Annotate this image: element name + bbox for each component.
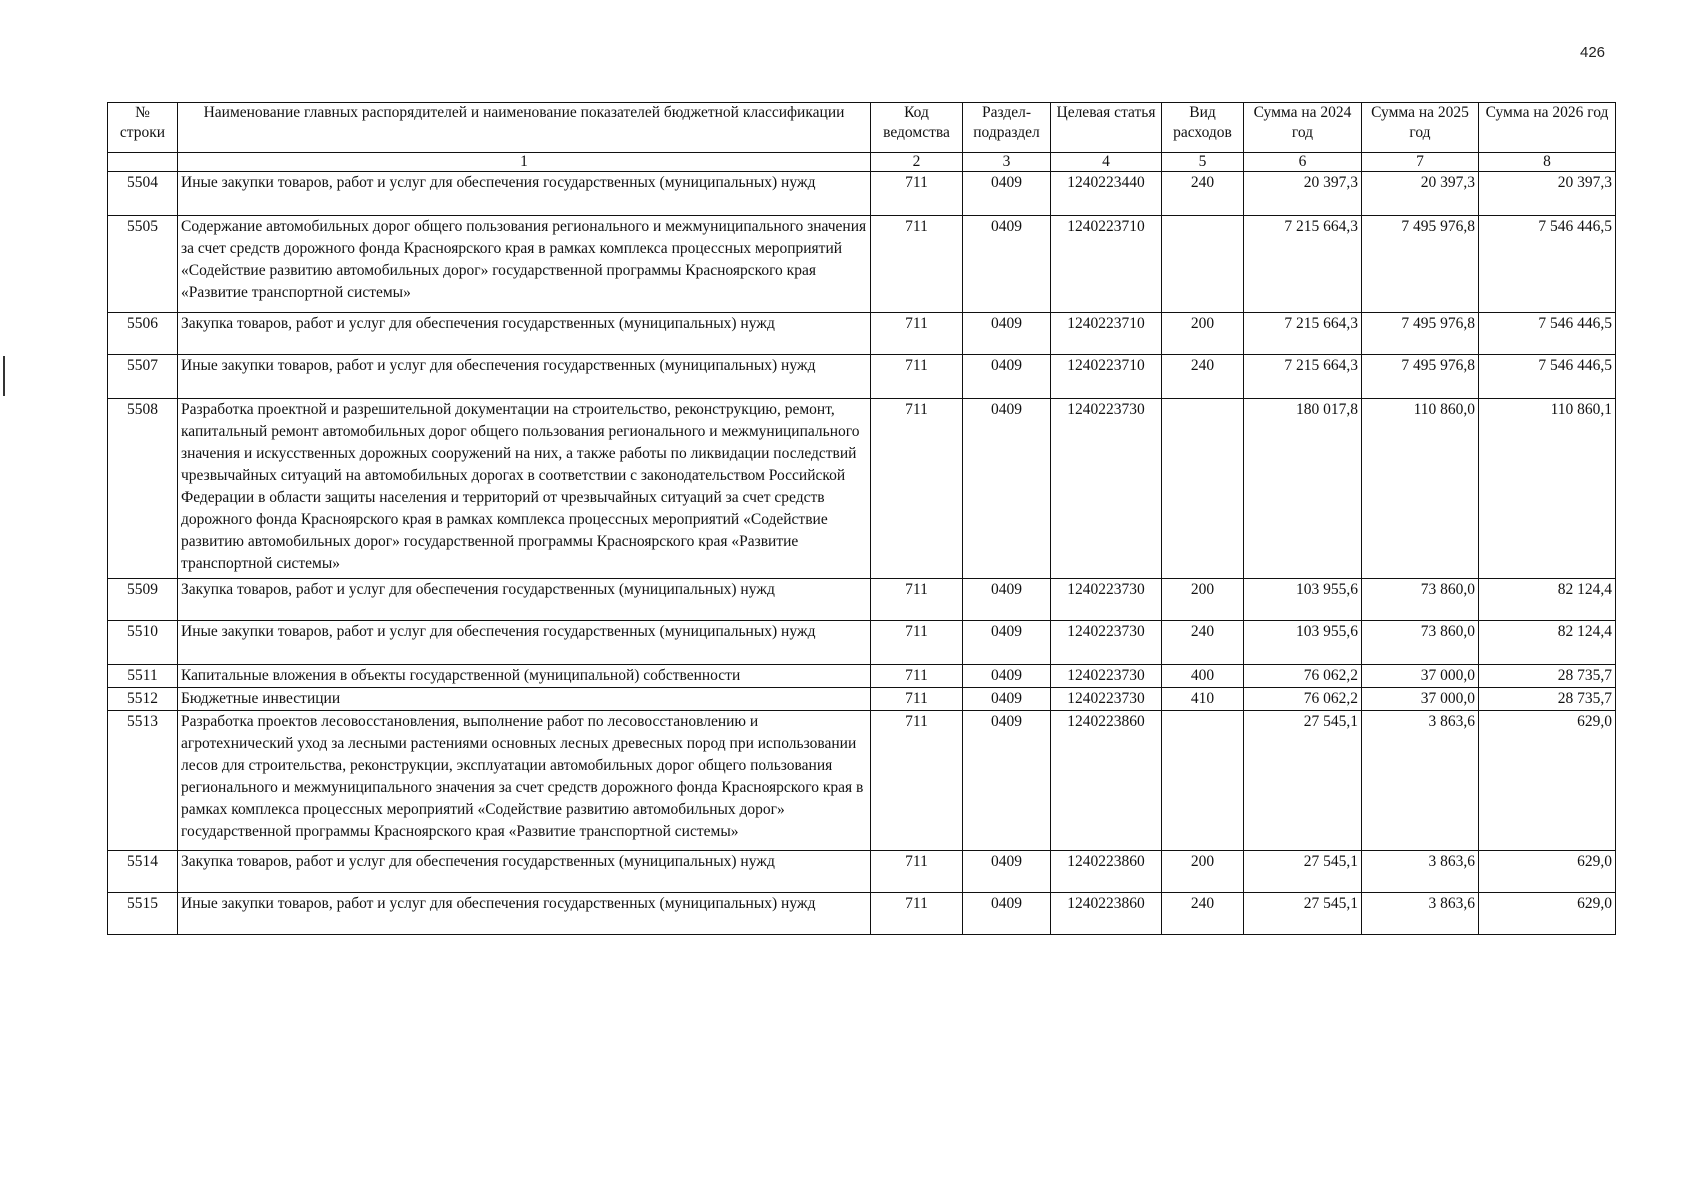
sum-2025-cell: 3 863,6: [1362, 851, 1479, 893]
row-name-cell: Бюджетные инвестиции: [178, 688, 871, 711]
section-cell: 0409: [963, 313, 1051, 355]
sum-2025-cell: 3 863,6: [1362, 893, 1479, 935]
expense-type-cell: [1162, 711, 1244, 851]
section-cell: 0409: [963, 665, 1051, 688]
header-section: Раздел-подраздел: [963, 103, 1051, 153]
row-number-cell: 5508: [108, 399, 178, 579]
col-number: [108, 153, 178, 172]
sum-2024-cell: 76 062,2: [1244, 688, 1362, 711]
target-article-cell: 1240223860: [1051, 851, 1162, 893]
row-name-cell: Иные закупки товаров, работ и услуг для обеспечения государственных (муниципальных) нужд: [178, 172, 871, 216]
expense-type-cell: 400: [1162, 665, 1244, 688]
table-row: [108, 172, 1616, 216]
expense-type-cell: 200: [1162, 313, 1244, 355]
sum-2026-cell: 7 546 446,5: [1479, 313, 1616, 355]
col-number: 6: [1244, 153, 1362, 172]
sum-2025-cell: 37 000,0: [1362, 665, 1479, 688]
row-number-cell: 5506: [108, 313, 178, 355]
row-number-cell: 5513: [108, 711, 178, 851]
dept-code-cell: 711: [871, 399, 963, 579]
header-exp-type: Вид расходов: [1162, 103, 1244, 153]
row-number-cell: 5507: [108, 355, 178, 399]
sum-2026-cell: 629,0: [1479, 711, 1616, 851]
row-number-cell: 5514: [108, 851, 178, 893]
row-number-cell: 5509: [108, 579, 178, 621]
row-name-cell: Закупка товаров, работ и услуг для обеспечения государственных (муниципальных) нужд: [178, 313, 871, 355]
section-cell: 0409: [963, 851, 1051, 893]
col-number: 7: [1362, 153, 1479, 172]
sum-2025-cell: 110 860,0: [1362, 399, 1479, 579]
target-article-cell: 1240223730: [1051, 399, 1162, 579]
dept-code-cell: 711: [871, 688, 963, 711]
header-name: Наименование главных распорядителей и наименование показателей бюджетной классификации: [178, 103, 871, 153]
sum-2026-cell: 629,0: [1479, 851, 1616, 893]
sum-2024-cell: 27 545,1: [1244, 851, 1362, 893]
sum-2024-cell: 103 955,6: [1244, 579, 1362, 621]
row-name-cell: Закупка товаров, работ и услуг для обеспечения государственных (муниципальных) нужд: [178, 851, 871, 893]
col-number: 5: [1162, 153, 1244, 172]
expense-type-cell: 410: [1162, 688, 1244, 711]
sum-2026-cell: 629,0: [1479, 893, 1616, 935]
sum-2026-cell: 82 124,4: [1479, 621, 1616, 665]
header-row-no: № строки: [108, 103, 178, 153]
sum-2026-cell: 110 860,1: [1479, 399, 1616, 579]
target-article-cell: 1240223730: [1051, 688, 1162, 711]
table-row: [108, 399, 1616, 579]
target-article-cell: 1240223710: [1051, 216, 1162, 313]
section-cell: 0409: [963, 172, 1051, 216]
sum-2026-cell: 28 735,7: [1479, 688, 1616, 711]
sum-2024-cell: 7 215 664,3: [1244, 355, 1362, 399]
sum-2024-cell: 103 955,6: [1244, 621, 1362, 665]
header-sum-2024: Сумма на 2024 год: [1244, 103, 1362, 153]
sum-2024-cell: 7 215 664,3: [1244, 313, 1362, 355]
expense-type-cell: 200: [1162, 579, 1244, 621]
section-cell: 0409: [963, 711, 1051, 851]
target-article-cell: 1240223730: [1051, 665, 1162, 688]
sum-2026-cell: 7 546 446,5: [1479, 216, 1616, 313]
header-target: Целевая статья: [1051, 103, 1162, 153]
sum-2025-cell: 3 863,6: [1362, 711, 1479, 851]
section-cell: 0409: [963, 355, 1051, 399]
sum-2025-cell: 73 860,0: [1362, 579, 1479, 621]
table-row: [108, 579, 1616, 621]
expense-type-cell: 200: [1162, 851, 1244, 893]
row-name-cell: Содержание автомобильных дорог общего пользования регионального и межмуниципального значения за счет средств дорожного фонда Красноярского края в рамках комплекса процессных мероприятий «Содействие развитию автомобильных дорог» государственной программы Красноярского края «Развитие транспортной системы»: [178, 216, 871, 313]
row-number-cell: 5511: [108, 665, 178, 688]
sum-2024-cell: 76 062,2: [1244, 665, 1362, 688]
table-row: [108, 665, 1616, 688]
sum-2025-cell: 20 397,3: [1362, 172, 1479, 216]
dept-code-cell: 711: [871, 216, 963, 313]
row-name-cell: Разработка проектов лесовосстановления, выполнение работ по лесовосстановлению и агротехнический уход за лесными растениями основных лесных древесных пород при использовании лесов для строительства, реконструкции, эксплуатации автомобильных дорог общего пользования регионального и межмуниципального значения за счет средств дорожного фонда Красноярского края в рамках комплекса процессных мероприятий «Содействие развитию автомобильных дорог» государственной программы Красноярского края «Развитие транспортной системы»: [178, 711, 871, 851]
target-article-cell: 1240223710: [1051, 313, 1162, 355]
table-row: [108, 216, 1616, 313]
page-number: 426: [1580, 44, 1606, 61]
col-number: 8: [1479, 153, 1616, 172]
header-sum-2026: Сумма на 2026 год: [1479, 103, 1616, 153]
section-cell: 0409: [963, 579, 1051, 621]
header-row: [108, 103, 1616, 153]
dept-code-cell: 711: [871, 711, 963, 851]
sum-2026-cell: 7 546 446,5: [1479, 355, 1616, 399]
row-name-cell: Иные закупки товаров, работ и услуг для обеспечения государственных (муниципальных) нужд: [178, 355, 871, 399]
sum-2024-cell: 27 545,1: [1244, 711, 1362, 851]
sum-2026-cell: 20 397,3: [1479, 172, 1616, 216]
sum-2024-cell: 27 545,1: [1244, 893, 1362, 935]
row-number-cell: 5512: [108, 688, 178, 711]
table-row: [108, 355, 1616, 399]
header-dept-code: Код ведомства: [871, 103, 963, 153]
row-number-cell: 5505: [108, 216, 178, 313]
section-cell: 0409: [963, 399, 1051, 579]
table-body: [108, 172, 1616, 935]
table-row: [108, 851, 1616, 893]
row-name-cell: Капитальные вложения в объекты государственной (муниципальной) собственности: [178, 665, 871, 688]
dept-code-cell: 711: [871, 665, 963, 688]
row-number-cell: 5504: [108, 172, 178, 216]
row-name-cell: Иные закупки товаров, работ и услуг для обеспечения государственных (муниципальных) нужд: [178, 893, 871, 935]
margin-mark: [3, 356, 5, 396]
row-number-cell: 5510: [108, 621, 178, 665]
sum-2026-cell: 82 124,4: [1479, 579, 1616, 621]
budget-table: [107, 102, 1616, 935]
expense-type-cell: [1162, 216, 1244, 313]
column-numbers-row: [108, 153, 1616, 172]
target-article-cell: 1240223710: [1051, 355, 1162, 399]
row-name-cell: Закупка товаров, работ и услуг для обеспечения государственных (муниципальных) нужд: [178, 579, 871, 621]
dept-code-cell: 711: [871, 851, 963, 893]
sum-2024-cell: 7 215 664,3: [1244, 216, 1362, 313]
col-number: 3: [963, 153, 1051, 172]
dept-code-cell: 711: [871, 172, 963, 216]
sum-2025-cell: 7 495 976,8: [1362, 355, 1479, 399]
header-sum-2025: Сумма на 2025 год: [1362, 103, 1479, 153]
table-header: [108, 103, 1616, 172]
dept-code-cell: 711: [871, 313, 963, 355]
target-article-cell: 1240223730: [1051, 579, 1162, 621]
section-cell: 0409: [963, 621, 1051, 665]
expense-type-cell: 240: [1162, 893, 1244, 935]
sum-2025-cell: 7 495 976,8: [1362, 313, 1479, 355]
target-article-cell: 1240223440: [1051, 172, 1162, 216]
table-row: [108, 688, 1616, 711]
row-name-cell: Иные закупки товаров, работ и услуг для обеспечения государственных (муниципальных) нужд: [178, 621, 871, 665]
dept-code-cell: 711: [871, 355, 963, 399]
col-number: 4: [1051, 153, 1162, 172]
col-number: 1: [178, 153, 871, 172]
sum-2025-cell: 37 000,0: [1362, 688, 1479, 711]
section-cell: 0409: [963, 216, 1051, 313]
sum-2025-cell: 7 495 976,8: [1362, 216, 1479, 313]
table-row: [108, 711, 1616, 851]
sum-2026-cell: 28 735,7: [1479, 665, 1616, 688]
table-row: [108, 893, 1616, 935]
expense-type-cell: [1162, 399, 1244, 579]
dept-code-cell: 711: [871, 579, 963, 621]
target-article-cell: 1240223730: [1051, 621, 1162, 665]
sum-2024-cell: 20 397,3: [1244, 172, 1362, 216]
expense-type-cell: 240: [1162, 355, 1244, 399]
table-row: [108, 621, 1616, 665]
target-article-cell: 1240223860: [1051, 711, 1162, 851]
table-row: [108, 313, 1616, 355]
expense-type-cell: 240: [1162, 621, 1244, 665]
target-article-cell: 1240223860: [1051, 893, 1162, 935]
section-cell: 0409: [963, 893, 1051, 935]
col-number: 2: [871, 153, 963, 172]
dept-code-cell: 711: [871, 621, 963, 665]
row-name-cell: Разработка проектной и разрешительной документации на строительство, реконструкцию, ремонт, капитальный ремонт автомобильных дорог общего пользования регионального и межмуниципального значения и искусственных дорожных сооружений на них, а также работы по ликвидации последствий чрезвычайных ситуаций на автомобильных дорогах в соответствии с законодательством Российской Федерации в области защиты населения и территорий от чрезвычайных ситуаций за счет средств дорожного фонда Красноярского края в рамках комплекса процессных мероприятий «Содействие развитию автомобильных дорог» государственной программы Красноярского края «Развитие транспортной системы»: [178, 399, 871, 579]
section-cell: 0409: [963, 688, 1051, 711]
row-number-cell: 5515: [108, 893, 178, 935]
expense-type-cell: 240: [1162, 172, 1244, 216]
sum-2024-cell: 180 017,8: [1244, 399, 1362, 579]
dept-code-cell: 711: [871, 893, 963, 935]
sum-2025-cell: 73 860,0: [1362, 621, 1479, 665]
